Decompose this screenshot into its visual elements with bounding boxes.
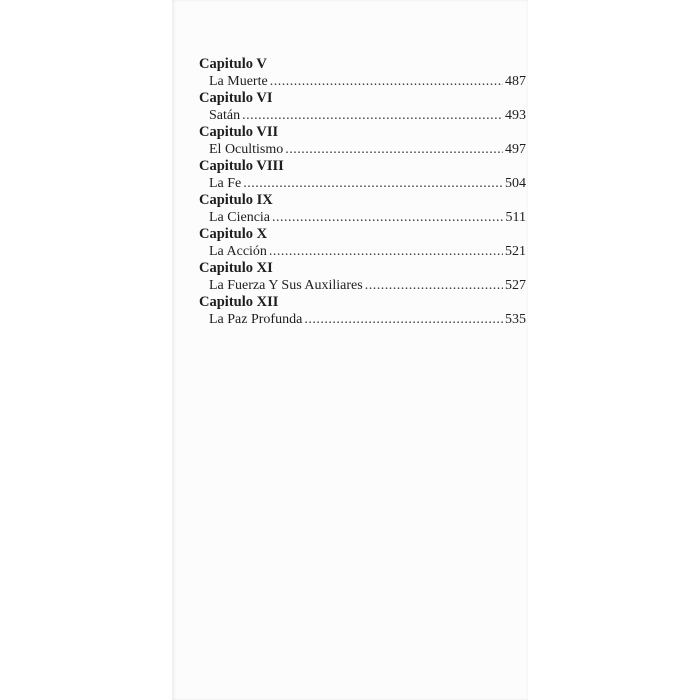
dot-leader: [285, 141, 503, 158]
chapter-heading: Capitulo IX: [199, 192, 273, 208]
toc-entry: [199, 73, 526, 90]
entry-title: La Acción: [209, 244, 267, 259]
chapter-heading: Capitulo XI: [199, 260, 273, 276]
toc-entry: [199, 243, 526, 260]
dot-leader: [304, 311, 503, 328]
toc-entry: [199, 175, 526, 192]
entry-page-number: 497: [505, 142, 526, 157]
chapter-heading: Capitulo VIII: [199, 158, 284, 174]
dot-leader: [272, 209, 503, 226]
chapter-heading: Capitulo XII: [199, 294, 279, 310]
chapter-heading: Capitulo VI: [199, 90, 273, 106]
toc-chapter: [199, 260, 526, 294]
entry-page-number: 527: [505, 278, 526, 293]
toc-entry: [199, 311, 526, 328]
entry-title: La Ciencia: [209, 210, 271, 225]
entry-title: La Fuerza Y Sus Auxiliares: [209, 278, 363, 293]
dot-leader: [242, 107, 503, 124]
dot-leader: [365, 277, 503, 294]
entry-page-number: 521: [505, 244, 526, 259]
toc-chapter: [199, 158, 526, 192]
chapter-heading: Capitulo X: [199, 226, 268, 242]
toc-chapter: [199, 124, 526, 158]
entry-title: La Fe: [209, 176, 242, 191]
dot-leader: [243, 175, 503, 192]
dot-leader: [270, 73, 503, 90]
toc-chapter: [199, 192, 526, 226]
entry-page-number: 493: [505, 108, 526, 123]
toc-entry: [199, 107, 526, 124]
entry-title: La Paz Profunda: [209, 312, 303, 327]
toc-chapter: [199, 226, 526, 260]
toc-chapter: [199, 56, 526, 90]
chapter-heading: Capitulo V: [199, 56, 267, 72]
dot-leader: [269, 243, 503, 260]
entry-page-number: 487: [505, 74, 526, 89]
entry-title: La Muerte: [209, 74, 268, 89]
chapter-heading: Capitulo VII: [199, 124, 279, 140]
toc-chapter: [199, 90, 526, 124]
entry-page-number: 504: [505, 176, 526, 191]
toc-entry: [199, 209, 526, 226]
entry-page-number: 535: [505, 312, 526, 327]
entry-title: El Ocultismo: [209, 142, 284, 157]
entry-page-number: 511: [505, 210, 526, 225]
toc-entry: [199, 141, 526, 158]
toc-entry: [199, 277, 526, 294]
toc-chapter: [199, 294, 526, 328]
entry-title: Satán: [209, 108, 241, 123]
table-of-contents: [199, 56, 526, 328]
